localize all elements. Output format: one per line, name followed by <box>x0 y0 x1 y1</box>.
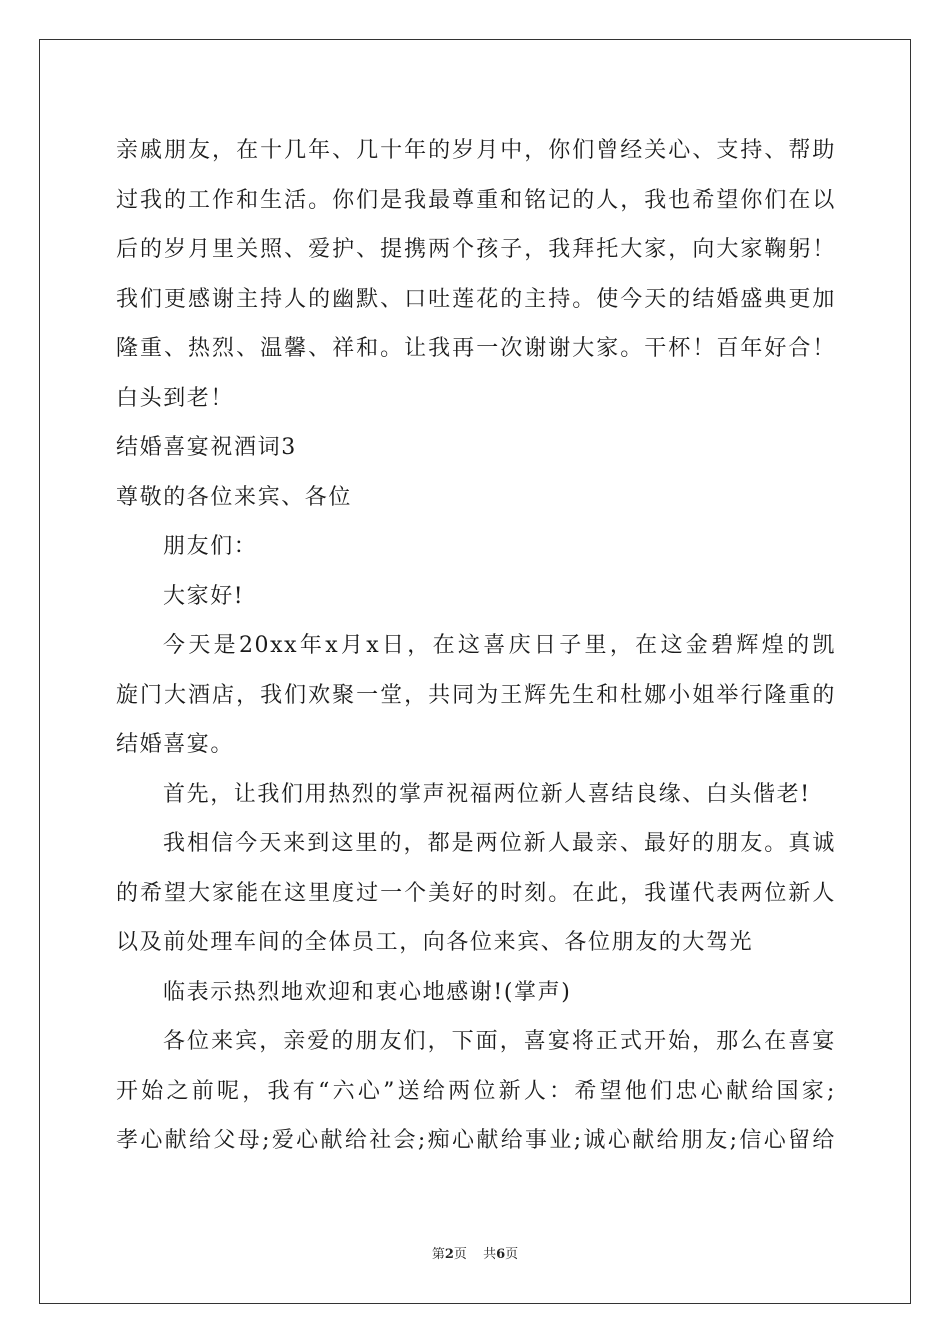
text-line: 首先，让我们用热烈的掌声祝福两位新人喜结良缘、白头偕老! <box>163 781 811 807</box>
page-number: 第2页 <box>431 1247 467 1262</box>
text-line: 隆重、热烈、温馨、祥和。让我再一次谢谢大家。干杯！百年好合！ <box>116 336 836 361</box>
text-line: 我相信今天来到这里的，都是两位新人最亲、最好的朋友。真诚 <box>163 831 836 856</box>
text-line: 亲戚朋友，在十几年、几十年的岁月中，你们曾经关心、支持、帮助 <box>116 138 836 163</box>
greeting-line: 大家好! <box>163 583 245 609</box>
text-line: 各位来宾，亲爱的朋友们，下面，喜宴将正式开始，那么在喜宴 <box>163 1029 836 1054</box>
salutation-line: 尊敬的各位来宾、各位 <box>116 484 353 510</box>
text-line: 结婚喜宴。 <box>116 732 235 757</box>
text-line: 开始之前呢，我有“六心”送给两位新人：希望他们忠心献给国家; <box>116 1078 836 1104</box>
text-line: 今天是20xx年x月x日，在这喜庆日子里，在这金碧辉煌的凯 <box>163 633 836 658</box>
salutation-line: 朋友们： <box>163 534 258 559</box>
text-line: 孝心献给父母;爱心献给社会;痴心献给事业;诚心献给朋友;信心留给 <box>116 1128 836 1153</box>
text-line: 我们更感谢主持人的幽默、口吐莲花的主持。使今天的结婚盛典更加 <box>116 286 836 312</box>
page-total: 共6页 <box>483 1247 519 1262</box>
section-heading: 结婚喜宴祝酒词3 <box>116 435 297 460</box>
text-line: 白头到老！ <box>116 385 235 411</box>
text-line: 临表示热烈地欢迎和衷心地感谢!(掌声) <box>163 979 572 1005</box>
page-footer <box>0 1246 950 1264</box>
text-line: 旋门大酒店，我们欢聚一堂，共同为王辉先生和杜娜小姐举行隆重的 <box>116 682 836 708</box>
text-line: 的希望大家能在这里度过一个美好的时刻。在此，我谨代表两位新人 <box>116 880 836 906</box>
text-line: 以及前处理车间的全体员工，向各位来宾、各位朋友的大驾光 <box>116 930 754 955</box>
document-body <box>116 126 836 1166</box>
text-line: 后的岁月里关照、爱护、提携两个孩子，我拜托大家，向大家鞠躬！ <box>116 237 836 262</box>
text-line: 过我的工作和生活。你们是我最尊重和铭记的人，我也希望你们在以 <box>116 187 836 213</box>
